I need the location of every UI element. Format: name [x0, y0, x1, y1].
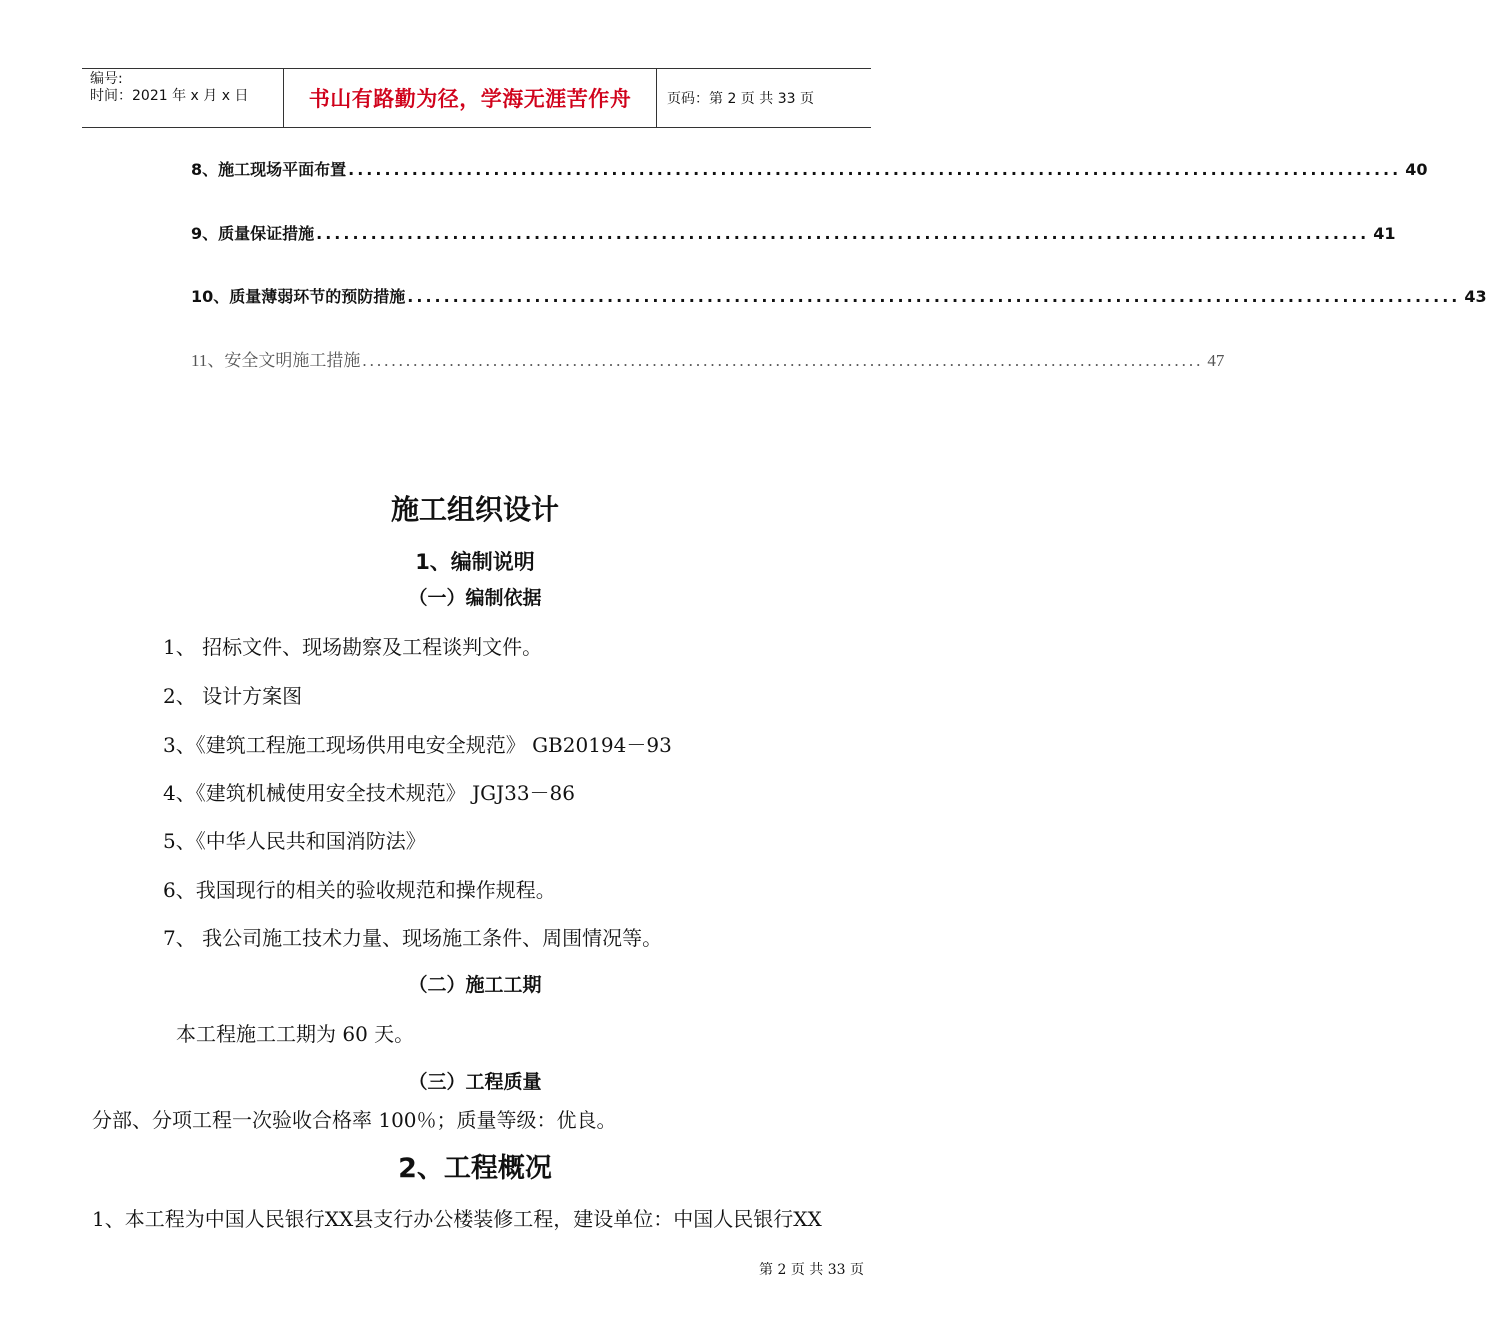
header-time: 时间：2021 年 x 月 x 日	[90, 88, 249, 104]
basis-item: 4、《建筑机械使用安全技术规范》 JGJ33－86	[163, 781, 575, 805]
overview-text: 1、本工程为中国人民银行XX县支行办公楼装修工程，建设单位：中国人民银行XX	[92, 1207, 822, 1231]
toc-leader-dots: ....................................................................................................................	[362, 351, 1204, 370]
toc-entry-title: 9、质量保证措施	[191, 224, 315, 243]
document-title: 施工组织设计	[390, 493, 559, 526]
toc-entry-page: 40	[1405, 160, 1428, 179]
toc-entry-page: 47	[1207, 351, 1225, 370]
toc-entry[interactable]	[191, 157, 1428, 180]
basis-item: 5、《中华人民共和国消防法》	[163, 829, 426, 853]
header-page-info: 页码：第 2 页 共 33 页	[667, 91, 814, 107]
section-heading: 2、工程概况	[398, 1153, 552, 1184]
subsection-heading: （二）施工工期	[408, 974, 542, 996]
toc-entry-page: 43	[1464, 287, 1487, 306]
toc-leader-dots: ....................................................................................................................	[348, 160, 1402, 179]
basis-item: 7、 我公司施工技术力量、现场施工条件、周围情况等。	[163, 926, 663, 950]
header-number: 编号:	[90, 71, 123, 87]
toc-entry-title: 11、安全文明施工措施	[191, 351, 361, 370]
basis-item: 2、 设计方案图	[163, 684, 303, 708]
subsection-heading: （一）编制依据	[408, 587, 542, 609]
basis-item: 1、 招标文件、现场勘察及工程谈判文件。	[163, 635, 543, 659]
toc-entry-title: 10、质量薄弱环节的预防措施	[191, 287, 406, 306]
basis-item: 3、《建筑工程施工现场供用电安全规范》 GB20194－93	[163, 733, 672, 757]
basis-item: 6、我国现行的相关的验收规范和操作规程。	[163, 878, 556, 902]
section-heading: 1、编制说明	[415, 550, 535, 574]
toc-entry-title: 8、施工现场平面布置	[191, 160, 347, 179]
header-motto: 书山有路勤为径，学海无涯苦作舟	[284, 69, 657, 127]
toc-leader-dots: ....................................................................................................................	[316, 224, 1370, 243]
toc-entry-page: 41	[1373, 224, 1396, 243]
header-meta	[82, 69, 284, 127]
page-header	[82, 68, 871, 128]
toc-entry[interactable]	[191, 346, 1225, 371]
toc-entry[interactable]	[191, 284, 1487, 307]
page-footer: 第 2 页 共 33 页	[759, 1262, 864, 1278]
period-text: 本工程施工工期为 60 天。	[176, 1022, 415, 1046]
toc-leader-dots: ....................................................................................................................	[407, 287, 1461, 306]
toc-entry[interactable]	[191, 221, 1396, 244]
subsection-heading: （三）工程质量	[408, 1071, 542, 1093]
quality-text: 分部、分项工程一次验收合格率 100％；质量等级：优良。	[92, 1108, 617, 1132]
